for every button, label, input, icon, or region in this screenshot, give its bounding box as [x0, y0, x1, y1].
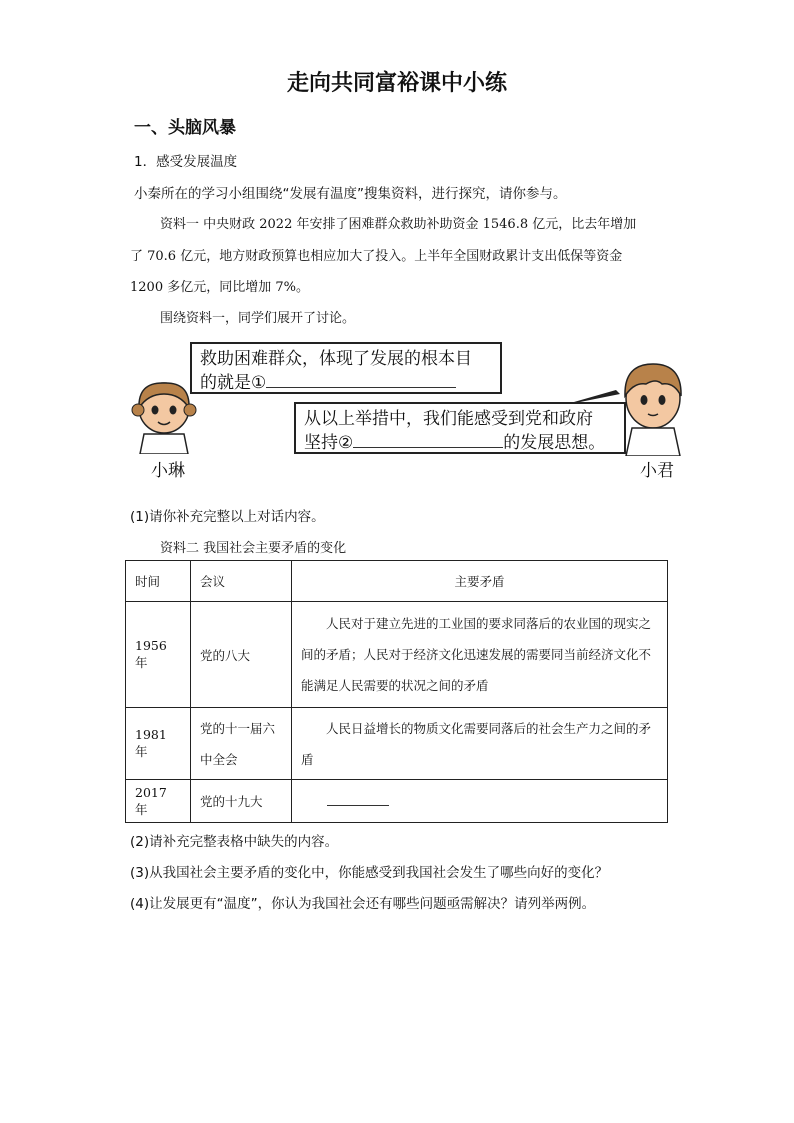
- material1-line3: 1200 多亿元，同比增加 7%。: [130, 280, 309, 295]
- left-speech-bubble: [190, 342, 502, 394]
- right-bubble-line2b: 的发展思想。: [503, 433, 606, 453]
- row-year: 1956 年: [126, 602, 191, 708]
- right-character-name: 小君: [640, 461, 674, 481]
- discussion-line: 围绕资料一，同学们展开了讨论。: [160, 311, 356, 326]
- right-bubble-line2a: 坚持②: [304, 433, 354, 453]
- left-character-name: 小琳: [151, 461, 185, 481]
- left-bubble-line1: 救助困难群众，体现了发展的根本目: [200, 349, 472, 369]
- header-time: 时间: [126, 561, 191, 602]
- table-row: [126, 708, 668, 780]
- question-intro: 小秦所在的学习小组围绕“发展有温度”搜集资料，进行探究，请你参与。: [134, 186, 567, 202]
- table-row: [126, 780, 668, 823]
- right-speech-bubble: [294, 402, 626, 454]
- row-meeting: 党的十九大: [191, 780, 292, 823]
- sub-question-1: (1)请你补充完整以上对话内容。: [130, 509, 325, 525]
- left-bubble-line2: 的就是①: [200, 373, 267, 393]
- row-meeting: 党的八大: [191, 602, 292, 708]
- girl-avatar-icon: [130, 378, 202, 454]
- material1-line2: 了 70.6 亿元，地方财政预算也相应加大了投入。上半年全国财政累计支出低保等资金: [130, 249, 623, 264]
- answer-blank-3[interactable]: [327, 793, 389, 806]
- section-title: 一、头脑风暴: [134, 118, 236, 138]
- material1-line1: 资料一 中央财政 2022 年安排了困难群众救助补助资金 1546.8 亿元，比去年增加: [160, 217, 637, 232]
- row-meeting: 党的十一届六中全会: [191, 708, 292, 780]
- contradiction-table: [125, 560, 668, 823]
- right-bubble-line1: 从以上举措中，我们能感受到党和政府: [304, 409, 593, 429]
- page-title: 走向共同富裕课中小练: [286, 70, 507, 96]
- row-contradiction: 人民日益增长的物质文化需要同落后的社会生产力之间的矛盾: [292, 708, 668, 780]
- sub-question-4: (4)让发展更有“温度”，你认为我国社会还有哪些问题亟需解决？请列举两例。: [130, 896, 596, 912]
- header-contradiction: 主要矛盾: [292, 561, 668, 602]
- boy-avatar-icon: [616, 360, 690, 456]
- row-contradiction-blank[interactable]: [292, 780, 668, 823]
- question-heading: 1．感受发展温度: [134, 154, 238, 170]
- answer-blank-2[interactable]: [353, 447, 503, 448]
- sub-question-3: (3)从我国社会主要矛盾的变化中，你能感受到我国社会发生了哪些向好的变化？: [130, 865, 609, 881]
- row-year: 2017 年: [126, 780, 191, 823]
- material2-title: 资料二 我国社会主要矛盾的变化: [160, 541, 347, 556]
- table-header-row: [126, 561, 668, 602]
- answer-blank-1[interactable]: [266, 387, 456, 388]
- header-meeting: 会议: [191, 561, 292, 602]
- table-row: [126, 602, 668, 708]
- sub-question-2: (2)请补充完整表格中缺失的内容。: [130, 834, 339, 850]
- row-year: 1981 年: [126, 708, 191, 780]
- row-contradiction: 人民对于建立先进的工业国的要求同落后的农业国的现实之间的矛盾；人民对于经济文化迅速发展的需要同当前经济文化不能满足人民需要的状况之间的矛盾: [292, 602, 668, 708]
